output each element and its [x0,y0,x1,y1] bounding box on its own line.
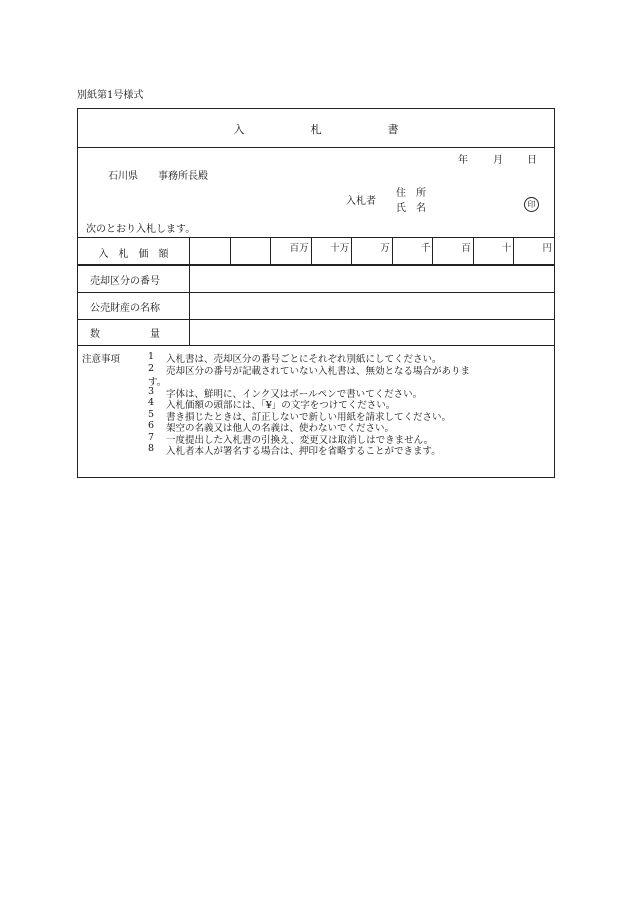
addressee: 石川県 事務所長殿 [108,171,208,182]
form-code: 別紙第1号様式 [77,90,144,101]
note-text: 書き損じたときは、訂正しないで新しい用紙を請求してください。 [166,411,452,423]
amount-unit-label: 円 [542,243,552,254]
row-divider-3 [78,345,554,346]
row-divider-2 [78,319,554,320]
bidder-label: 入札者 [346,196,376,207]
date-day: 日 [527,155,537,166]
statement-divider [78,237,554,238]
seal-mark: 印 [524,197,539,212]
note-number: 8 [148,443,155,454]
note-text: 入札者本人が署名する場合は、押印を省略することができます。 [166,446,441,457]
note-text-continuation: す。 [148,377,167,388]
address-label: 住 所 [396,188,426,199]
amount-unit-label: 千 [420,243,431,254]
name-label: 氏 名 [396,203,426,214]
sale-division-number-label: 売却区分の番号 [90,276,160,287]
date-year: 年 [458,155,468,166]
note-text: 一度提出した入札書の引換え、変更又は取消しはできません。 [166,434,434,446]
note-number: 4 [148,397,155,408]
note-number: 7 [148,431,155,443]
note-number: 6 [148,420,155,431]
note-text: 入札価額の頭部には、「¥」の文字をつけてください。 [166,400,396,411]
amount-divider [78,264,554,266]
row-divider-1 [78,292,554,293]
note-text: 売却区分の番号が記載されていない入札書は、無効となる場合がありま [166,365,471,377]
note-text: 架空の名義又は他人の名義は、使わないでください。 [166,423,395,434]
amount-unit-label: 百 [461,243,471,254]
amount-unit-label: 万 [380,243,390,254]
note-text: 字体は、鮮明に、インク又はボールペンで書いてください。 [166,388,423,400]
notes-heading: 注意事項 [82,354,121,365]
note-text: 入札書は、売却区分の番号ごとにそれぞれ別紙にしてください。 [166,354,442,365]
property-name-label: 公売財産の名称 [90,303,160,314]
bid-form [77,108,555,478]
note-number: 2 [148,362,155,374]
amount-unit-label: 十 [501,243,512,254]
statement: 次のとおり入札します。 [86,224,196,235]
amount-cell-divider [230,237,231,264]
note-number: 3 [148,385,155,397]
title-divider [78,147,554,148]
quantity-label: 数 量 [90,329,160,340]
note-number: 5 [148,408,155,420]
note-number: 1 [148,351,155,362]
date-month: 月 [493,155,503,166]
amount-unit-label: 百万 [289,243,309,254]
bid-amount-label: 入 札 価 額 [98,249,169,260]
amount-unit-label: 十万 [330,243,350,254]
form-title: 入 札 書 [233,123,399,136]
